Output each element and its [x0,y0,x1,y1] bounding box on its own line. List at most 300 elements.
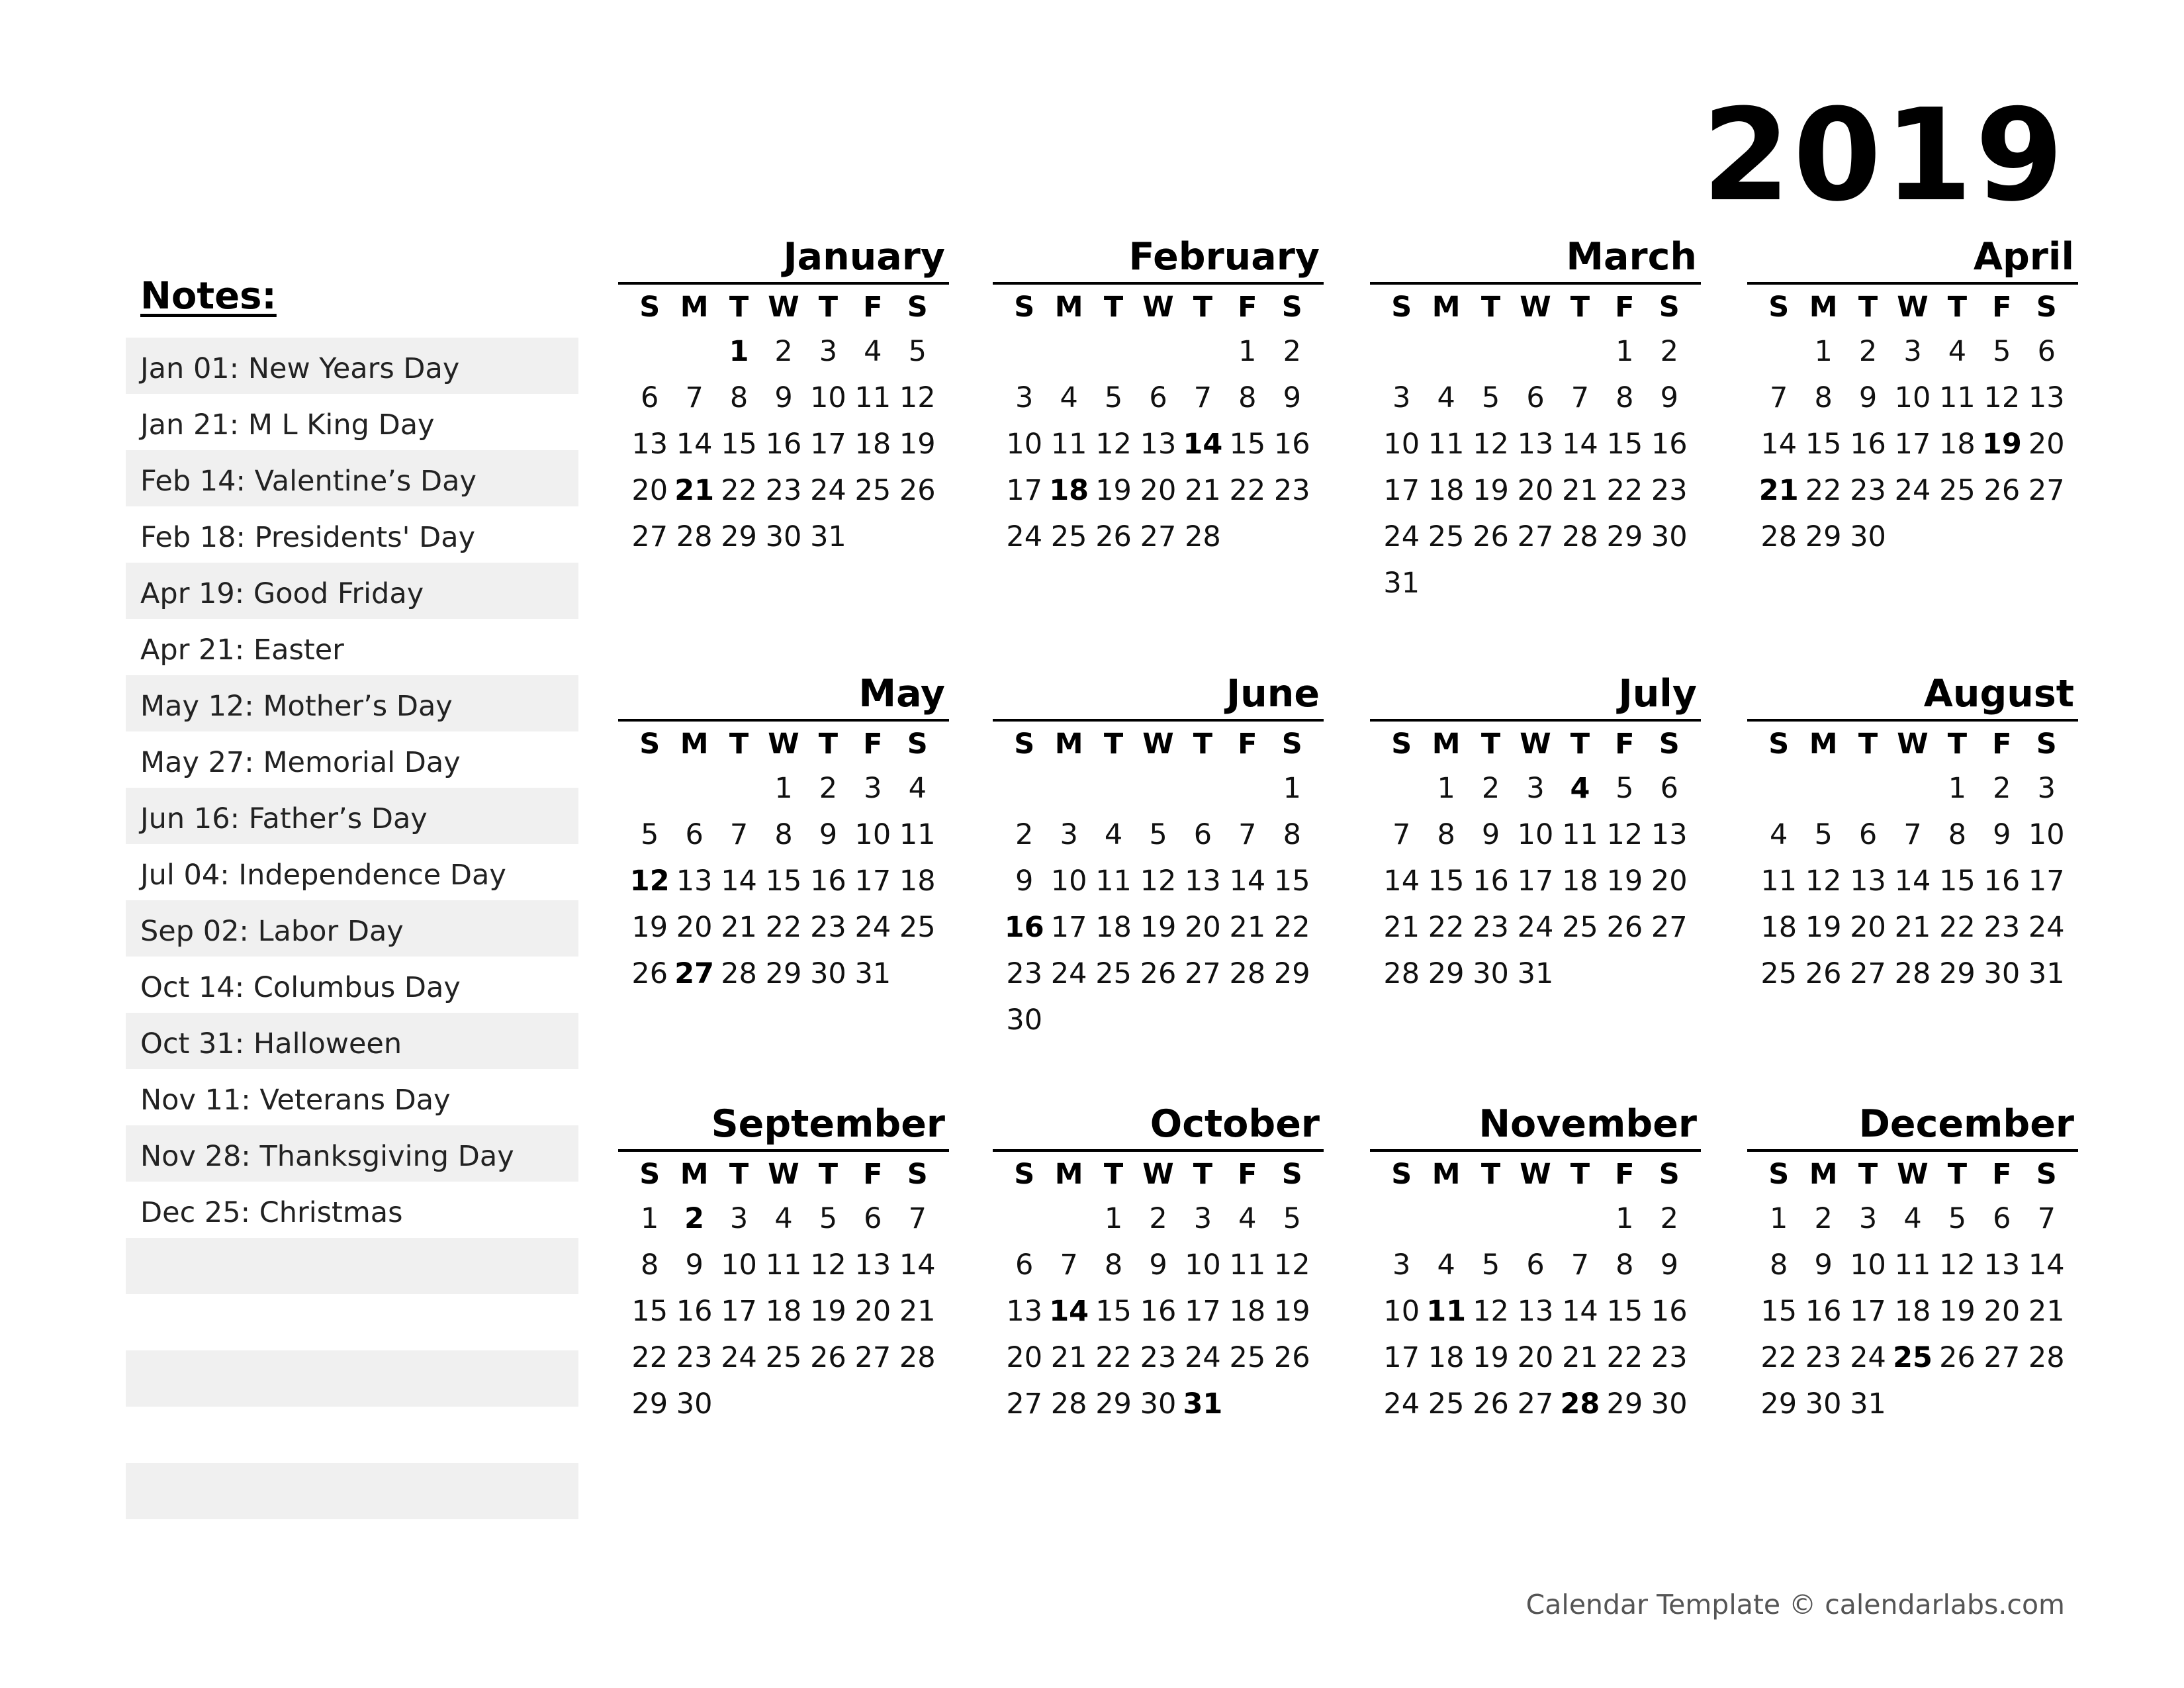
weekday-header: T [1480,291,1501,324]
day-cell: 8 [729,381,749,414]
weekday-header: S [2036,291,2057,324]
day-cell: 3 [1060,818,1078,851]
day-cell: 2 [1660,335,1678,368]
day-cell: 1 [1104,1202,1123,1235]
day-cell: 10 [1383,1295,1420,1328]
weekday-header: S [1659,291,1680,324]
day-cell: 2 [774,335,793,368]
empty-day-cell [1469,1196,1513,1242]
day-cell: 13 [1006,1295,1043,1328]
day-cell: 22 [1273,911,1310,944]
year-title: 2019 [1702,82,2066,230]
month-may [618,669,949,997]
day-cell: 10 [1894,381,1931,414]
holiday-day-cell: 1 [729,335,749,368]
weekday-header: M [1432,727,1461,761]
day-cell: 6 [1660,772,1678,805]
day-cell: 23 [1651,474,1688,507]
day-cell: 25 [1095,957,1132,990]
month-name: January [618,232,949,285]
day-cell: 13 [2028,381,2065,414]
day-cell: 22 [721,474,757,507]
weekday-header: F [1615,291,1635,324]
holiday-day-cell: 2 [684,1202,705,1235]
month-day-grid [618,285,949,560]
day-cell: 17 [1383,474,1420,507]
day-cell: 28 [1050,1387,1087,1421]
day-cell: 18 [1095,911,1132,944]
day-cell: 28 [899,1341,936,1374]
day-cell: 9 [1283,381,1301,414]
day-cell: 12 [1473,428,1509,461]
day-cell: 21 [1050,1341,1087,1374]
weekday-header: W [1520,1158,1551,1191]
weekday-header: T [729,727,749,761]
day-cell: 4 [1770,818,1788,851]
note-blank-line [126,1294,578,1350]
day-cell: 4 [1948,335,1967,368]
day-cell: 8 [1814,381,1833,414]
note-item: Jan 01: New Years Day [126,338,578,394]
day-cell: 5 [908,335,927,368]
month-name: August [1747,669,2078,722]
empty-day-cell [1756,765,1801,812]
day-cell: 6 [864,1202,882,1235]
note-item: Apr 19: Good Friday [126,563,578,619]
weekday-header: T [818,291,839,324]
day-cell: 26 [1273,1341,1310,1374]
day-cell: 4 [1903,1202,1922,1235]
day-cell: 15 [1428,865,1465,898]
day-cell: 10 [1383,428,1420,461]
day-cell: 23 [1850,474,1886,507]
day-cell: 14 [721,865,757,898]
day-cell: 19 [1805,911,1842,944]
day-cell: 25 [1760,957,1797,990]
weekday-header: S [1659,1158,1680,1191]
day-cell: 12 [1805,865,1842,898]
weekday-header: T [1947,1158,1968,1191]
day-cell: 24 [810,474,846,507]
weekday-header: F [1238,727,1257,761]
empty-day-cell [1558,1196,1602,1242]
day-cell: 22 [1805,474,1842,507]
day-cell: 28 [1185,520,1221,553]
month-march [1370,232,1701,606]
empty-day-cell [1091,328,1136,375]
month-day-grid [993,722,1324,1043]
day-cell: 16 [1140,1295,1177,1328]
day-cell: 6 [1526,1248,1545,1282]
weekday-header: S [1768,1158,1790,1191]
day-cell: 27 [1006,1387,1043,1421]
weekday-header: T [729,291,749,324]
day-cell: 8 [1615,381,1634,414]
day-cell: 23 [1473,911,1509,944]
month-name: November [1370,1099,1701,1152]
day-cell: 7 [1570,381,1590,414]
day-cell: 27 [854,1341,891,1374]
day-cell: 25 [854,474,891,507]
day-cell: 17 [1850,1295,1886,1328]
day-cell: 21 [1229,911,1266,944]
day-cell: 19 [810,1295,846,1328]
month-december [1747,1099,2078,1427]
day-cell: 5 [1104,381,1123,414]
weekday-header: M [1432,1158,1461,1191]
empty-day-cell [672,765,716,812]
day-cell: 19 [1140,911,1177,944]
day-cell: 7 [1193,381,1212,414]
weekday-header: M [1432,291,1461,324]
holiday-day-cell: 21 [1758,474,1799,507]
day-cell: 11 [1760,865,1797,898]
empty-day-cell [717,765,761,812]
day-cell: 29 [1760,1387,1797,1421]
weekday-header: W [768,291,799,324]
day-cell: 6 [1149,381,1167,414]
day-cell: 11 [1562,818,1598,851]
day-cell: 19 [1273,1295,1310,1328]
day-cell: 13 [1850,865,1886,898]
weekday-header: W [1142,727,1174,761]
day-cell: 13 [854,1248,891,1282]
day-cell: 19 [1606,865,1643,898]
day-cell: 9 [1660,381,1678,414]
day-cell: 2 [1149,1202,1167,1235]
day-cell: 18 [1428,1341,1465,1374]
day-cell: 27 [2028,474,2065,507]
empty-day-cell [1136,328,1180,375]
day-cell: 18 [1562,865,1598,898]
notes-list [126,338,578,1519]
day-cell: 11 [1428,428,1465,461]
day-cell: 25 [765,1341,802,1374]
day-cell: 29 [1606,520,1643,553]
weekday-header: M [1054,1158,1083,1191]
day-cell: 16 [1983,865,2021,898]
day-cell: 4 [864,335,882,368]
weekday-header: S [1281,727,1302,761]
weekday-header: S [1014,1158,1035,1191]
weekday-header: T [1193,1158,1213,1191]
day-cell: 9 [685,1248,704,1282]
empty-day-cell [627,765,672,812]
day-cell: 31 [2028,957,2065,990]
day-cell: 7 [729,818,749,851]
empty-day-cell [1469,328,1513,375]
note-item: Feb 18: Presidents' Day [140,521,476,554]
day-cell: 27 [1140,520,1177,553]
weekday-header: S [1391,291,1412,324]
day-cell: 16 [810,865,846,898]
day-cell: 7 [1570,1248,1590,1282]
weekday-header: W [768,727,799,761]
month-day-grid [1747,285,2078,560]
day-cell: 30 [676,1387,713,1421]
note-item: Feb 14: Valentine’s Day [126,450,578,506]
day-cell: 24 [854,911,891,944]
day-cell: 18 [765,1295,802,1328]
day-cell: 8 [1283,818,1301,851]
day-cell: 27 [1850,957,1886,990]
weekday-header: T [1947,727,1968,761]
month-july [1370,669,1701,997]
day-cell: 9 [774,381,793,414]
day-cell: 6 [2037,335,2056,368]
day-cell: 6 [1993,1202,2011,1235]
day-cell: 5 [1481,381,1500,414]
day-cell: 22 [631,1341,668,1374]
weekday-header: T [1947,291,1968,324]
day-cell: 23 [1006,957,1043,990]
day-cell: 22 [1939,911,1976,944]
day-cell: 15 [631,1295,668,1328]
weekday-header: F [1992,727,2012,761]
day-cell: 1 [1437,772,1455,805]
day-cell: 25 [1562,911,1598,944]
day-cell: 7 [1903,818,1922,851]
day-cell: 23 [765,474,802,507]
day-cell: 2 [1660,1202,1678,1235]
day-cell: 12 [899,381,936,414]
day-cell: 10 [1850,1248,1886,1282]
day-cell: 9 [1993,818,2011,851]
day-cell: 1 [1814,335,1833,368]
day-cell: 24 [1517,911,1554,944]
day-cell: 26 [1473,520,1509,553]
day-cell: 2 [1858,335,1878,368]
day-cell: 19 [899,428,936,461]
month-january [618,232,949,560]
weekday-header: T [1480,1158,1501,1191]
day-cell: 20 [2028,428,2065,461]
day-cell: 10 [721,1248,757,1282]
holiday-day-cell: 27 [674,957,715,990]
weekday-header: T [1103,291,1124,324]
empty-day-cell [1558,328,1602,375]
note-blank-line [126,1407,578,1463]
day-cell: 26 [1939,1341,1976,1374]
day-cell: 19 [1473,1341,1509,1374]
day-cell: 27 [1517,520,1554,553]
day-cell: 28 [1562,520,1598,553]
day-cell: 9 [1481,818,1500,851]
day-cell: 4 [1238,1202,1257,1235]
month-august [1747,669,2078,997]
empty-day-cell [1225,765,1269,812]
holiday-day-cell: 18 [1049,474,1089,507]
day-cell: 18 [1894,1295,1931,1328]
day-cell: 26 [1095,520,1132,553]
day-cell: 25 [1939,474,1976,507]
weekday-header: M [680,291,709,324]
day-cell: 21 [2028,1295,2065,1328]
day-cell: 21 [1185,474,1221,507]
weekday-header: F [1615,1158,1635,1191]
day-cell: 16 [1273,428,1310,461]
weekday-header: F [863,291,883,324]
weekday-header: M [680,1158,709,1191]
day-cell: 3 [1015,381,1034,414]
weekday-header: S [1281,1158,1302,1191]
empty-day-cell [1379,765,1424,812]
month-day-grid [1370,1152,1701,1427]
empty-day-cell [1424,328,1468,375]
weekday-header: S [639,1158,660,1191]
day-cell: 20 [1006,1341,1043,1374]
holiday-day-cell: 12 [629,865,670,898]
month-november [1370,1099,1701,1427]
day-cell: 3 [1858,1202,1878,1235]
day-cell: 29 [1273,957,1310,990]
day-cell: 23 [1273,474,1310,507]
weekday-header: S [1659,727,1680,761]
month-name: September [618,1099,949,1152]
day-cell: 14 [676,428,713,461]
day-cell: 6 [641,381,659,414]
day-cell: 8 [1770,1248,1788,1282]
day-cell: 31 [1850,1387,1886,1421]
day-cell: 14 [2028,1248,2065,1282]
weekday-header: T [1858,291,1878,324]
day-cell: 4 [1437,1248,1455,1282]
weekday-header: W [1142,1158,1174,1191]
day-cell: 9 [1660,1248,1678,1282]
note-item: Apr 21: Easter [140,633,344,667]
holiday-day-cell: 31 [1183,1387,1223,1421]
weekday-header: F [863,727,883,761]
day-cell: 15 [1095,1295,1132,1328]
day-cell: 21 [899,1295,936,1328]
day-cell: 10 [854,818,891,851]
month-day-grid [993,285,1324,560]
weekday-header: F [1615,727,1635,761]
day-cell: 7 [1238,818,1257,851]
day-cell: 22 [1606,1341,1643,1374]
day-cell: 13 [1517,428,1554,461]
note-blank-line [126,1238,578,1294]
day-cell: 10 [1050,865,1087,898]
day-cell: 11 [765,1248,802,1282]
holiday-day-cell: 28 [1560,1387,1600,1421]
day-cell: 17 [1383,1341,1420,1374]
day-cell: 24 [721,1341,757,1374]
day-cell: 6 [1015,1248,1034,1282]
weekday-header: F [863,1158,883,1191]
day-cell: 20 [631,474,668,507]
day-cell: 20 [676,911,713,944]
day-cell: 5 [641,818,659,851]
day-cell: 5 [1149,818,1167,851]
day-cell: 21 [1383,911,1420,944]
note-item: Nov 11: Veterans Day [140,1084,451,1117]
weekday-header: S [1768,727,1790,761]
day-cell: 17 [721,1295,757,1328]
day-cell: 11 [854,381,891,414]
day-cell: 7 [908,1202,927,1235]
weekday-header: T [818,1158,839,1191]
weekday-header: W [1520,727,1551,761]
day-cell: 6 [685,818,704,851]
empty-day-cell [1002,765,1046,812]
day-cell: 5 [1481,1248,1500,1282]
month-october [993,1099,1324,1427]
weekday-header: T [1858,1158,1878,1191]
empty-day-cell [1801,765,1845,812]
day-cell: 23 [1651,1341,1688,1374]
note-item: Dec 25: Christmas [140,1196,403,1229]
day-cell: 3 [819,335,838,368]
day-cell: 20 [1651,865,1688,898]
day-cell: 5 [1993,335,2011,368]
empty-day-cell [627,328,672,375]
empty-day-cell [1424,1196,1468,1242]
weekday-header: W [1897,1158,1929,1191]
day-cell: 28 [1229,957,1266,990]
day-cell: 4 [1060,381,1078,414]
day-cell: 21 [1894,911,1931,944]
day-cell: 27 [1983,1341,2021,1374]
day-cell: 16 [1473,865,1509,898]
day-cell: 1 [1770,1202,1788,1235]
weekday-header: F [1992,1158,2012,1191]
day-cell: 20 [1517,1341,1554,1374]
day-cell: 13 [1517,1295,1554,1328]
weekday-header: S [1391,1158,1412,1191]
day-cell: 27 [1651,911,1688,944]
weekday-header: W [768,1158,799,1191]
empty-day-cell [1379,1196,1424,1242]
day-cell: 2 [1481,772,1500,805]
day-cell: 29 [1606,1387,1643,1421]
day-cell: 17 [1517,865,1554,898]
day-cell: 5 [1615,772,1634,805]
day-cell: 15 [1760,1295,1797,1328]
empty-day-cell [1046,328,1091,375]
day-cell: 24 [1383,1387,1420,1421]
note-item: Nov 28: Thanksgiving Day [126,1125,578,1182]
month-name: July [1370,669,1701,722]
empty-day-cell [1513,328,1557,375]
day-cell: 1 [1283,772,1301,805]
day-cell: 8 [641,1248,659,1282]
day-cell: 10 [1517,818,1554,851]
day-cell: 17 [1894,428,1931,461]
day-cell: 21 [1562,1341,1598,1374]
day-cell: 20 [854,1295,891,1328]
day-cell: 31 [854,957,891,990]
day-cell: 11 [1229,1248,1266,1282]
holiday-day-cell: 16 [1004,911,1044,944]
holiday-day-cell: 19 [1981,428,2022,461]
day-cell: 7 [2037,1202,2056,1235]
holiday-day-cell: 25 [1893,1341,1933,1374]
weekday-header: F [1238,1158,1257,1191]
day-cell: 26 [1606,911,1643,944]
day-cell: 16 [1651,428,1688,461]
note-item: Sep 02: Labor Day [126,900,578,957]
day-cell: 12 [1606,818,1643,851]
day-cell: 26 [1473,1387,1509,1421]
day-cell: 17 [1185,1295,1221,1328]
day-cell: 8 [1104,1248,1123,1282]
day-cell: 8 [1437,818,1455,851]
day-cell: 25 [1428,1387,1465,1421]
day-cell: 24 [1050,957,1087,990]
day-cell: 3 [1392,381,1411,414]
day-cell: 1 [774,772,793,805]
